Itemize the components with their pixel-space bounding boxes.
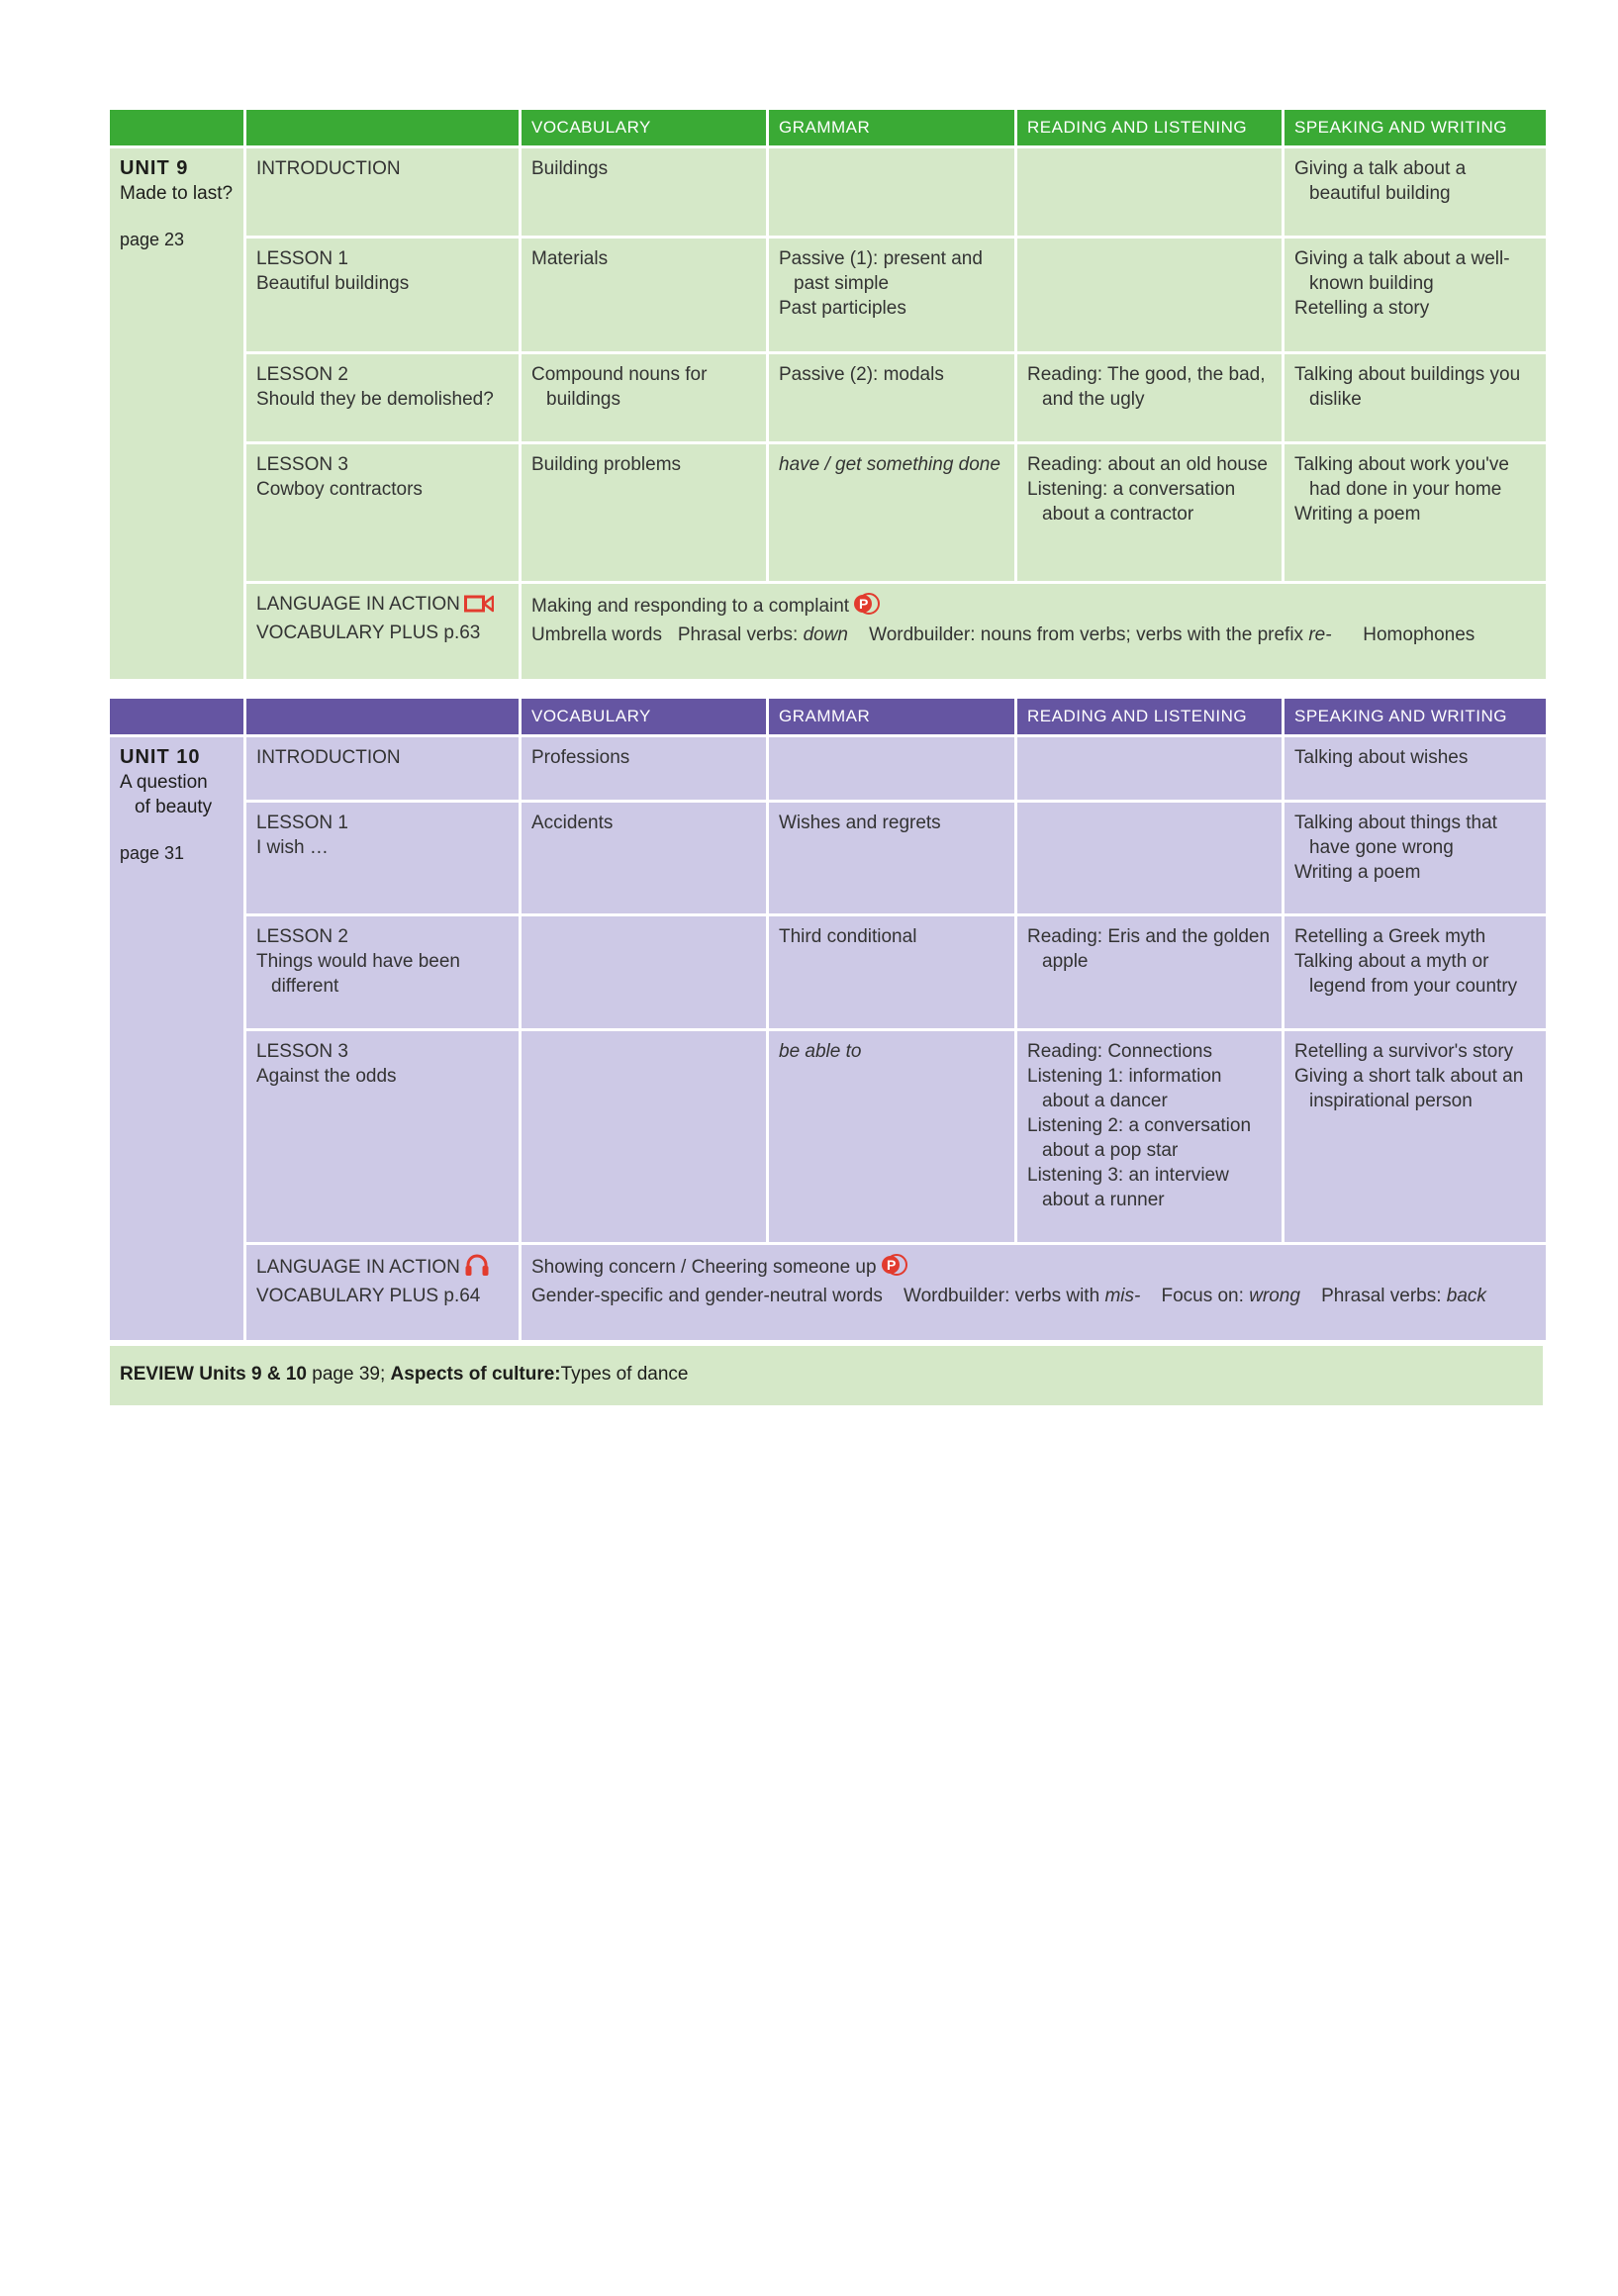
reading-cell [1017, 803, 1282, 913]
grammar-cell [769, 737, 1014, 800]
unit9-header-row [110, 110, 1546, 145]
reading-item: Listening 3: an interview about a runner [1027, 1165, 1229, 1210]
table-row [110, 1031, 1546, 1242]
header-grammar: GRAMMAR [769, 699, 1014, 734]
reading-cell [1017, 737, 1282, 800]
vocabulary-cell [522, 916, 766, 1028]
reading-item: Reading: Connections [1027, 1041, 1212, 1062]
vocabulary-cell [522, 737, 766, 800]
header-vocabulary: VOCABULARY [522, 699, 766, 734]
table-row [110, 1245, 1546, 1340]
lesson-title: Should they be demolished? [256, 389, 494, 410]
language-in-action-content [522, 1245, 1546, 1340]
lesson-label: LESSON 2 [256, 364, 348, 385]
unit9-info [110, 148, 243, 679]
vocabulary-item: Materials [531, 248, 609, 269]
grammar-item: Past participles [779, 298, 906, 319]
header-reading-listening: READING AND LISTENING [1017, 699, 1282, 734]
table-row [110, 444, 1546, 581]
reading-item: Reading: about an old house [1027, 454, 1268, 475]
unit9-table [107, 107, 1549, 682]
lia-homophones: Homophones [1363, 624, 1475, 645]
lesson-label: INTRODUCTION [256, 747, 401, 768]
unit10-header-row [110, 699, 1546, 734]
unit-page: page 31 [120, 843, 185, 863]
video-camera-icon [464, 594, 494, 621]
reading-item: Reading: The good, the bad, and the ugly [1027, 364, 1266, 410]
speaking-item: Talking about wishes [1294, 747, 1469, 768]
grammar-cell [769, 1031, 1014, 1242]
grammar-cell [769, 916, 1014, 1028]
table-row [110, 239, 1546, 351]
speaking-cell [1285, 803, 1546, 913]
speaking-cell [1285, 354, 1546, 441]
vocabulary-item: Building problems [531, 454, 682, 475]
vocabulary-cell [522, 1031, 766, 1242]
language-in-action-cell [246, 584, 519, 679]
headphones-icon [464, 1253, 490, 1284]
lesson-cell [246, 803, 519, 913]
table-row [110, 354, 1546, 441]
lia-phrasal-label: Phrasal verbs: [677, 624, 799, 645]
lesson-label: LESSON 3 [256, 1041, 348, 1062]
lesson-title: Things would have been different [256, 951, 460, 997]
lia-function-text: Making and responding to a complaint [531, 596, 850, 617]
review-aspects-label: Aspects of culture: [390, 1364, 561, 1385]
lesson-label: LESSON 3 [256, 454, 348, 475]
speaking-item: Giving a talk about a beautiful building [1294, 158, 1467, 204]
grammar-cell [769, 239, 1014, 351]
lia-prefix: mis- [1104, 1286, 1141, 1306]
lesson-title: I wish … [256, 837, 329, 858]
lia-line-2 [531, 1284, 1536, 1308]
header-blank [246, 699, 519, 734]
lesson-cell [246, 444, 519, 581]
lesson-cell [246, 148, 519, 236]
review-page: page 39; [312, 1364, 386, 1385]
grammar-cell [769, 354, 1014, 441]
speaking-cell [1285, 239, 1546, 351]
language-in-action-label [256, 1253, 509, 1284]
unit-page: page 23 [120, 230, 185, 249]
speaking-item: Writing a poem [1294, 862, 1421, 883]
unit-title: A question [120, 772, 208, 793]
speaking-item: Writing a poem [1294, 504, 1421, 525]
lia-line-2 [531, 622, 1536, 647]
vocabulary-item: Professions [531, 747, 630, 768]
lia-umbrella-words: Umbrella words [531, 624, 662, 645]
grammar-item: Passive (2): modals [779, 364, 944, 385]
review-topic: Types of dance [560, 1364, 689, 1385]
lia-wordbuilder: Wordbuilder: nouns from verbs; verbs with the prefix [869, 624, 1304, 645]
lesson-cell [246, 1031, 519, 1242]
header-blank [110, 110, 243, 145]
vocabulary-cell [522, 803, 766, 913]
speaking-cell [1285, 444, 1546, 581]
speaking-item: Talking about buildings you dislike [1294, 364, 1521, 410]
reading-item: Reading: Eris and the golden apple [1027, 926, 1271, 972]
speaking-cell [1285, 916, 1546, 1028]
lia-wordbuilder: Wordbuilder: verbs with [903, 1286, 1100, 1306]
review-bar [110, 1346, 1543, 1405]
lia-focus-label: Focus on: [1161, 1286, 1244, 1306]
lia-phrasal-word: down [803, 624, 848, 645]
vocabulary-cell [522, 354, 766, 441]
reading-cell [1017, 916, 1282, 1028]
language-in-action-content [522, 584, 1546, 679]
header-vocabulary: VOCABULARY [522, 110, 766, 145]
reading-item: Listening 2: a conversation about a pop star [1027, 1115, 1252, 1161]
grammar-item: Passive (1): present and past simple [779, 248, 983, 294]
lesson-cell [246, 239, 519, 351]
speaking-cell [1285, 1031, 1546, 1242]
grammar-cell [769, 803, 1014, 913]
vocabulary-item: Buildings [531, 158, 609, 179]
grammar-item: be able to [779, 1041, 862, 1062]
lesson-label: INTRODUCTION [256, 158, 401, 179]
header-grammar: GRAMMAR [769, 110, 1014, 145]
lesson-label: LESSON 1 [256, 813, 348, 833]
grammar-item: have / get something done [779, 454, 1000, 475]
grammar-item: Third conditional [779, 926, 917, 947]
vocabulary-cell [522, 239, 766, 351]
speaking-item: Giving a talk about a well-known building [1294, 248, 1510, 294]
header-blank [246, 110, 519, 145]
reading-item: Listening 1: information about a dancer [1027, 1066, 1222, 1111]
vocabulary-item: Compound nouns for buildings [531, 364, 708, 410]
table-row [110, 916, 1546, 1028]
speaking-cell [1285, 737, 1546, 800]
unit10-table [107, 696, 1549, 1343]
grammar-item: Wishes and regrets [779, 813, 941, 833]
speaking-item: Retelling a Greek myth [1294, 926, 1486, 947]
unit-number: UNIT 9 [120, 157, 189, 179]
lesson-cell [246, 916, 519, 1028]
lesson-label: LESSON 2 [256, 926, 348, 947]
table-row [110, 737, 1546, 800]
vocabulary-cell [522, 444, 766, 581]
lia-label-text: LANGUAGE IN ACTION [256, 1257, 460, 1278]
lesson-label: LESSON 1 [256, 248, 348, 269]
vocabulary-item: Accidents [531, 813, 614, 833]
vocabulary-plus-label: VOCABULARY PLUS p.63 [256, 622, 481, 643]
header-speaking-writing: SPEAKING AND WRITING [1285, 699, 1546, 734]
header-speaking-writing: SPEAKING AND WRITING [1285, 110, 1546, 145]
grammar-cell [769, 444, 1014, 581]
language-in-action-cell [246, 1245, 519, 1340]
speaking-cell [1285, 148, 1546, 236]
speaking-item: Retelling a story [1294, 298, 1430, 319]
table-row [110, 803, 1546, 913]
table-row [110, 148, 1546, 236]
lesson-title: Beautiful buildings [256, 273, 410, 294]
unit-number: UNIT 10 [120, 746, 201, 768]
language-in-action-label [256, 592, 509, 621]
lia-focus-word: wrong [1249, 1286, 1300, 1306]
grammar-cell [769, 148, 1014, 236]
header-reading-listening: READING AND LISTENING [1017, 110, 1282, 145]
presentation-p-icon [853, 592, 881, 622]
lia-label-text: LANGUAGE IN ACTION [256, 594, 460, 615]
speaking-item: Talking about things that have gone wrong [1294, 813, 1497, 858]
speaking-item: Talking about work you've had done in your home [1294, 454, 1509, 500]
lia-function-text: Showing concern / Cheering someone up [531, 1257, 877, 1278]
lia-gender-words: Gender-specific and gender-neutral words [531, 1286, 883, 1306]
reading-cell [1017, 1031, 1282, 1242]
presentation-p-icon [881, 1253, 908, 1284]
lia-phrasal-label: Phrasal verbs: [1321, 1286, 1442, 1306]
unit-title-line-2: of beauty [135, 797, 213, 817]
unit-title: Made to last? [120, 183, 234, 204]
speaking-item: Giving a short talk about an inspirational person [1294, 1066, 1524, 1111]
vocabulary-cell [522, 148, 766, 236]
svg-text:P: P [859, 596, 869, 612]
lia-line-1 [531, 1253, 1536, 1284]
svg-text:P: P [886, 1257, 896, 1273]
table-row [110, 584, 1546, 679]
reading-item: Listening: a conversation about a contractor [1027, 479, 1236, 525]
lesson-title: Cowboy contractors [256, 479, 423, 500]
lia-prefix: re- [1308, 624, 1332, 645]
header-blank [110, 699, 243, 734]
unit10-info [110, 737, 243, 1340]
lia-phrasal-word: back [1446, 1286, 1486, 1306]
lesson-title: Against the odds [256, 1066, 397, 1087]
reading-cell [1017, 148, 1282, 236]
reading-cell [1017, 354, 1282, 441]
speaking-item: Retelling a survivor's story [1294, 1041, 1514, 1062]
lesson-cell [246, 354, 519, 441]
speaking-item: Talking about a myth or legend from your country [1294, 951, 1518, 997]
review-label: REVIEW Units 9 & 10 [120, 1364, 307, 1385]
vocabulary-plus-label: VOCABULARY PLUS p.64 [256, 1286, 481, 1306]
reading-cell [1017, 239, 1282, 351]
lia-line-1 [531, 592, 1536, 622]
lesson-cell [246, 737, 519, 800]
reading-cell [1017, 444, 1282, 581]
